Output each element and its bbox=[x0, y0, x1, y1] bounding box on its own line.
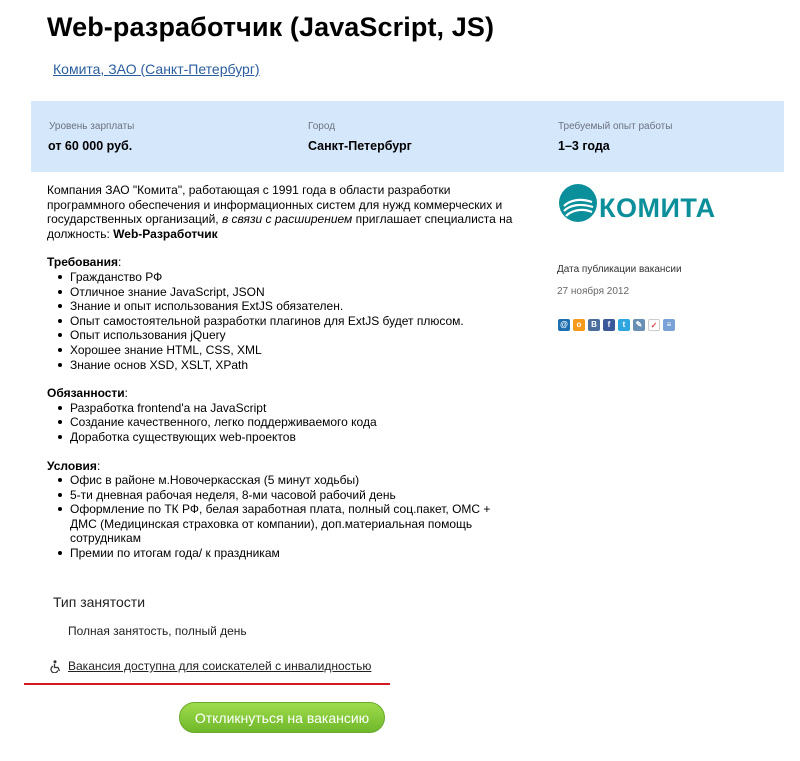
employment-type-value: Полная занятость, полный день bbox=[68, 624, 247, 638]
share-buttons bbox=[558, 319, 675, 331]
twitter-icon[interactable]: t bbox=[618, 319, 630, 331]
duties-list bbox=[56, 401, 517, 445]
logo-text: КОМИТА bbox=[599, 193, 716, 223]
vacancy-summary-panel bbox=[31, 101, 784, 172]
list-item: Создание качественного, легко поддерживаемого кода bbox=[56, 415, 517, 430]
accessibility-link[interactable]: Вакансия доступна для соискателей с инвалидностью bbox=[68, 659, 372, 673]
blogger-icon[interactable]: ≡ bbox=[663, 319, 675, 331]
list-item: 5-ти дневная рабочая неделя, 8-ми часовой рабочий день bbox=[56, 488, 517, 503]
city-label: Город bbox=[308, 121, 336, 132]
intro-paragraph: Компания ЗАО "Комита", работающая с 1991 года в области разработки программного обеспечения и информационных систем для нужд коммерческих и государственных организаций, в связи с расширением приглашает специалиста на должность: Web-Разработчик bbox=[47, 183, 513, 241]
respond-button[interactable]: Откликнуться на вакансию bbox=[179, 702, 385, 733]
list-item: Оформление по ТК РФ, белая заработная плата, полный соц.пакет, ОМС + ДМС (Медицинская страховка от компании), доп.материальная помощь сотрудникам bbox=[56, 502, 517, 546]
list-item: Премии по итогам года/ к праздникам bbox=[56, 546, 517, 561]
list-item: Гражданство РФ bbox=[56, 270, 517, 285]
facebook-icon[interactable]: f bbox=[603, 319, 615, 331]
list-item: Опыт самостоятельной разработки плагинов для ExtJS будет плюсом. bbox=[56, 314, 517, 329]
salary-label: Уровень зарплаты bbox=[49, 121, 135, 132]
list-item: Разработка frontend'a на JavaScript bbox=[56, 401, 517, 416]
list-item: Отличное знание JavaScript, JSON bbox=[56, 285, 517, 300]
odnoklassniki-icon[interactable]: о bbox=[573, 319, 585, 331]
list-item: Опыт использования jQuery bbox=[56, 328, 517, 343]
requirements-list bbox=[56, 270, 517, 372]
experience-label: Требуемый опыт работы bbox=[558, 121, 673, 132]
wheelchair-icon bbox=[50, 660, 62, 673]
livejournal-icon[interactable]: ✎ bbox=[633, 319, 645, 331]
mail-ru-icon[interactable]: @ bbox=[558, 319, 570, 331]
employment-type-title: Тип занятости bbox=[53, 594, 146, 610]
liveinternet-icon[interactable]: ✓ bbox=[648, 319, 660, 331]
conditions-heading: Условия: bbox=[47, 458, 101, 473]
requirements-heading: Требования: bbox=[47, 255, 122, 270]
salary-value: от 60 000 руб. bbox=[48, 139, 133, 153]
publication-label: Дата публикации вакансии bbox=[557, 264, 682, 275]
company-link[interactable]: Комита, ЗАО (Санкт-Петербург) bbox=[53, 61, 260, 77]
city-value: Санкт-Петербург bbox=[308, 139, 412, 153]
experience-value: 1–3 года bbox=[558, 139, 610, 153]
conditions-list bbox=[56, 473, 517, 561]
accessibility-row bbox=[50, 659, 371, 673]
divider-line bbox=[24, 683, 390, 685]
list-item: Офис в районе м.Новочеркасская (5 минут ходьбы) bbox=[56, 473, 517, 488]
list-item: Знание и опыт использования ExtJS обязателен. bbox=[56, 299, 517, 314]
vacancy-title: Web-разработчик (JavaScript, JS) bbox=[47, 12, 495, 42]
list-item: Доработка существующих web-проектов bbox=[56, 430, 517, 445]
komita-logo-icon bbox=[556, 178, 600, 224]
vacancy-description bbox=[47, 183, 517, 575]
publication-date: 27 ноября 2012 bbox=[557, 286, 630, 297]
vkontakte-icon[interactable]: В bbox=[588, 319, 600, 331]
list-item: Хорошее знание HTML, CSS, XML bbox=[56, 343, 517, 358]
list-item: Знание основ XSD, XSLT, XPath bbox=[56, 358, 517, 373]
duties-heading: Обязанности: bbox=[47, 386, 129, 401]
